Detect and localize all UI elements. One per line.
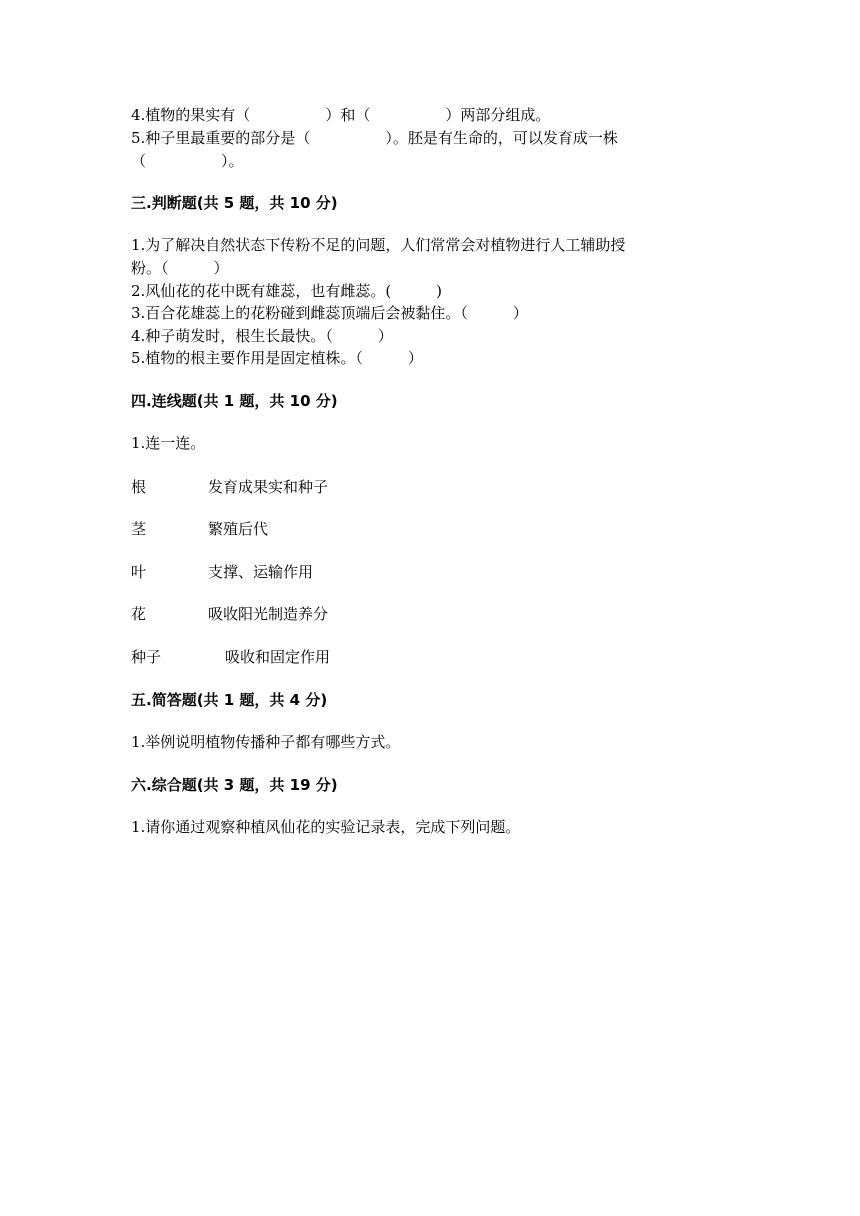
question-fill-4: 4.植物的果实有（ ）和（ ）两部分组成。: [131, 106, 551, 124]
match-right-item: 吸收和固定作用: [225, 648, 331, 666]
match-left-item: 种子: [131, 648, 162, 666]
section-heading-short-answer: 五.简答题(共 1 题，共 4 分): [131, 691, 328, 709]
match-right-item: 发育成果实和种子: [208, 478, 329, 496]
question-match-1: 1.连一连。: [131, 434, 206, 452]
question-judge-2: 2.风仙花的花中既有雄蕊，也有雌蕊。( ): [131, 282, 443, 300]
question-comprehensive-1: 1.请你通过观察种植风仙花的实验记录表，完成下列问题。: [131, 818, 521, 836]
question-judge-3: 3.百合花雄蕊上的花粉碰到雌蕊顶端后会被黏住。（ ）: [131, 304, 528, 322]
match-left-item: 叶: [131, 563, 147, 581]
match-left-item: 花: [131, 605, 147, 623]
match-left-item: 根: [131, 478, 147, 496]
question-judge-1-line1: 1.为了解决自然状态下传粉不足的问题，人们常常会对植物进行人工辅助授: [131, 236, 626, 254]
match-left-item: 茎: [131, 520, 147, 538]
section-heading-judgement: 三.判断题(共 5 题，共 10 分): [131, 194, 338, 212]
match-right-item: 繁殖后代: [208, 520, 269, 538]
match-right-item: 支撑、运输作用: [208, 563, 314, 581]
section-heading-matching: 四.连线题(共 1 题，共 10 分): [131, 392, 338, 410]
question-judge-5: 5.植物的根主要作用是固定植株。（ ）: [131, 349, 423, 367]
question-judge-4: 4.种子萌发时，根生长最快。（ ）: [131, 327, 393, 345]
section-heading-comprehensive: 六.综合题(共 3 题，共 19 分): [131, 776, 338, 794]
question-short-1: 1.举例说明植物传播种子都有哪些方式。: [131, 733, 401, 751]
question-fill-5-line1: 5.种子里最重要的部分是（ ）。胚是有生命的，可以发育成一株: [131, 129, 618, 147]
match-right-item: 吸收阳光制造养分: [208, 605, 329, 623]
question-judge-1-line2: 粉。（ ）: [131, 259, 229, 277]
question-fill-5-line2: （ ）。: [131, 152, 244, 170]
